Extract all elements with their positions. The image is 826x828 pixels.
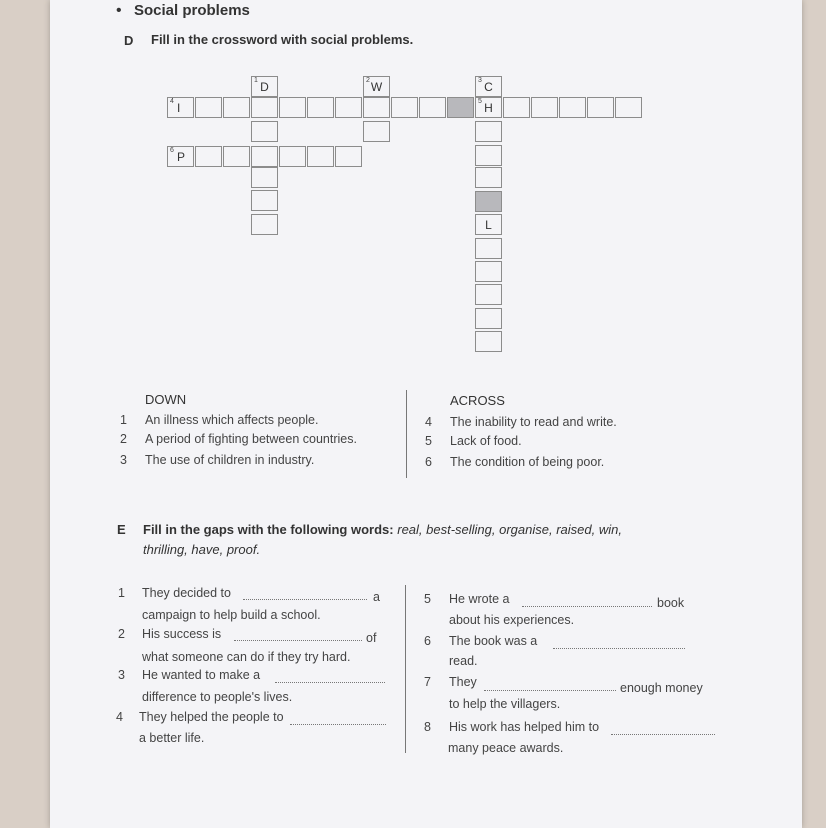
exercise-e-divider	[405, 585, 406, 753]
crossword-cell[interactable]	[307, 97, 334, 118]
item-text: difference to people's lives.	[142, 690, 293, 704]
crossword-cell[interactable]	[531, 97, 558, 118]
crossword-cell[interactable]	[279, 146, 306, 167]
crossword-cell[interactable]	[335, 146, 362, 167]
cell-letter: D	[260, 80, 269, 94]
item-text: a	[373, 590, 380, 604]
gap-blank[interactable]	[243, 589, 367, 600]
gap-blank[interactable]	[611, 724, 715, 735]
crossword-cell-shaded	[475, 191, 502, 212]
item-text: a better life.	[139, 731, 205, 745]
across-header: ACROSS	[450, 393, 505, 408]
item-text: He wrote a	[449, 592, 510, 606]
crossword-cell[interactable]	[475, 97, 502, 118]
item-number: 3	[118, 668, 125, 682]
down-clue: An illness which affects people.	[145, 413, 319, 427]
crossword-cell[interactable]	[475, 167, 502, 188]
item-text: many peace awards.	[448, 741, 564, 755]
clue-number: 6	[170, 147, 174, 154]
gap-blank[interactable]	[290, 714, 386, 725]
item-text: to help the villagers.	[449, 697, 561, 711]
crossword-cell-shaded	[447, 97, 474, 118]
item-number: 2	[118, 627, 125, 641]
cell-letter: P	[177, 150, 186, 164]
down-clue: The use of children in industry.	[145, 453, 315, 467]
cell-letter: I	[177, 101, 181, 115]
clue-number: 5	[478, 98, 482, 105]
item-number: 8	[424, 720, 431, 734]
item-text: They decided to	[142, 586, 231, 600]
crossword-cell[interactable]	[195, 146, 222, 167]
down-clue: A period of fighting between countries.	[145, 432, 357, 446]
crossword-cell[interactable]	[251, 97, 278, 118]
exercise-e-instruction-line	[143, 522, 622, 537]
item-text: They helped the people to	[139, 710, 284, 724]
item-number: 7	[424, 675, 431, 689]
exercise-d-instruction: Fill in the crossword with social problems.	[151, 32, 414, 47]
cell-letter: L	[485, 218, 492, 232]
crossword-cell[interactable]	[419, 97, 446, 118]
crossword-cell[interactable]	[251, 76, 278, 97]
crossword-cell[interactable]	[223, 97, 250, 118]
down-clue-number: 2	[120, 432, 127, 446]
crossword-cell[interactable]	[587, 97, 614, 118]
clue-number: 4	[170, 98, 174, 105]
section-title: Social problems	[134, 2, 250, 19]
item-text: He wanted to make a	[142, 668, 261, 682]
across-clue: The condition of being poor.	[450, 455, 605, 469]
item-text: what someone can do if they try hard.	[142, 650, 351, 664]
across-clue: The inability to read and write.	[450, 415, 617, 429]
section-bullet: •	[116, 2, 122, 19]
clue-divider	[406, 390, 407, 478]
item-text: They	[449, 675, 477, 689]
crossword-cell[interactable]	[279, 97, 306, 118]
cell-letter: H	[484, 101, 493, 115]
crossword-cell[interactable]	[195, 97, 222, 118]
crossword-cell[interactable]	[363, 76, 390, 97]
across-clue-number: 5	[425, 434, 432, 448]
across-clue: Lack of food.	[450, 434, 522, 448]
crossword-cell[interactable]	[503, 97, 530, 118]
item-text: The book was a	[449, 634, 538, 648]
crossword-cell[interactable]	[475, 121, 502, 142]
crossword-cell[interactable]	[475, 145, 502, 166]
crossword-cell[interactable]	[307, 146, 334, 167]
item-text: His work has helped him to	[449, 720, 600, 734]
crossword-cell[interactable]	[363, 97, 390, 118]
item-number: 5	[424, 592, 431, 606]
exercise-e-instruction: Fill in the gaps with the following words:	[143, 522, 394, 537]
crossword-cell[interactable]	[251, 146, 278, 167]
crossword-cell[interactable]	[251, 214, 278, 235]
gap-blank[interactable]	[484, 680, 616, 691]
word-bank: real, best-selling, organise, raised, win,	[397, 522, 622, 537]
gap-blank[interactable]	[234, 630, 362, 641]
item-text: His success is	[142, 627, 222, 641]
clue-number: 2	[366, 77, 370, 84]
gap-blank[interactable]	[522, 596, 652, 607]
crossword-cell[interactable]	[475, 284, 502, 305]
gap-blank[interactable]	[275, 672, 385, 683]
crossword-cell[interactable]	[251, 190, 278, 211]
crossword-cell[interactable]	[475, 76, 502, 97]
clue-number: 3	[478, 77, 482, 84]
exercise-e-label: E	[117, 522, 126, 537]
crossword-cell[interactable]	[223, 146, 250, 167]
crossword-cell[interactable]	[559, 97, 586, 118]
item-text: read.	[449, 654, 478, 668]
item-number: 6	[424, 634, 431, 648]
crossword-cell[interactable]	[167, 97, 194, 118]
across-clue-number: 4	[425, 415, 432, 429]
clue-number: 1	[254, 77, 258, 84]
crossword-cell[interactable]	[475, 308, 502, 329]
down-clue-number: 3	[120, 453, 127, 467]
down-clue-number: 1	[120, 413, 127, 427]
item-text: book	[657, 596, 685, 610]
crossword-cell[interactable]	[475, 214, 502, 235]
across-clue-number: 6	[425, 455, 432, 469]
item-number: 4	[116, 710, 123, 724]
crossword-cell[interactable]	[475, 238, 502, 259]
item-number: 1	[118, 586, 125, 600]
crossword-cell[interactable]	[475, 261, 502, 282]
item-text: of	[366, 631, 377, 645]
item-text: enough money	[620, 681, 703, 695]
word-bank-line2: thrilling, have, proof.	[143, 542, 261, 557]
down-header: DOWN	[145, 392, 187, 407]
crossword-cell[interactable]	[475, 331, 502, 352]
crossword-cell[interactable]	[251, 121, 278, 142]
crossword-cell[interactable]	[615, 97, 642, 118]
item-text: about his experiences.	[449, 613, 575, 627]
crossword-cell[interactable]	[335, 97, 362, 118]
crossword-cell[interactable]	[391, 97, 418, 118]
cell-letter: W	[370, 80, 383, 94]
gap-blank[interactable]	[553, 638, 685, 649]
exercise-d-label: D	[124, 33, 134, 48]
item-text: campaign to help build a school.	[142, 608, 321, 622]
crossword-cell[interactable]	[251, 167, 278, 188]
cell-letter: C	[484, 80, 493, 94]
crossword-cell[interactable]	[167, 146, 194, 167]
crossword-cell[interactable]	[363, 121, 390, 142]
